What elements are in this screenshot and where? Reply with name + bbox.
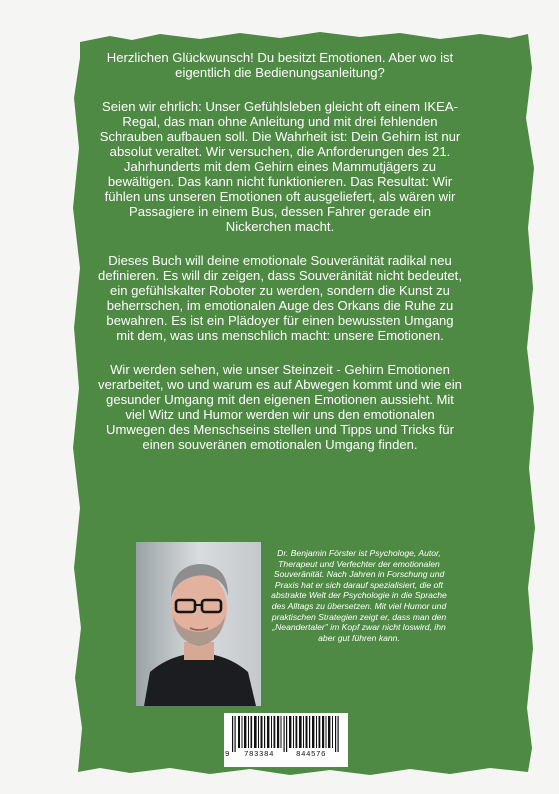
isbn-digits-group-1: 783384 [244, 751, 275, 759]
blurb-text [96, 50, 464, 471]
blurb-paragraph-1: Herzlichen Glückwunsch! Du besitzt Emotionen. Aber wo ist eigentlich die Bedienungsanleitung? [106, 50, 454, 80]
barcode-bars [230, 716, 342, 752]
blurb-paragraph-2: Seien wir ehrlich: Unser Gefühlsleben gleicht oft einem IKEA-Regal, das man ohne Anleitung und mit drei fehlenden Schrauben aufbauen soll. Die Wahrheit ist: Dein Gehirn ist nur absolut veraltet. Wir versuchen, die Anforderungen des 21. Jahrhunderts mit dem Gehirn eines Mammutjägers zu bewältigen. Das kann nicht funktionieren. Das Resultat: Wir fühlen uns unseren Emotionen oft ausgeliefert, als wären wir Passagiere in einem Bus, dessen Fahrer gerade ein Nickerchen macht. [99, 99, 461, 234]
author-bio: Dr. Benjamin Förster ist Psychologe, Autor, Therapeut und Verfechter der emotionalen Souveränität. Nach Jahren in Forschung und Praxis hat er sich darauf spezialisiert, die oft abstrakte Welt der Psychologie in die Sprache des Alltags zu übersetzen. Mit viel Humor und praktischen Strategien zeigt er, dass man den „Neandertaler" im Kopf zwar nicht loswird, ihn aber gut führen kann. [271, 548, 447, 643]
isbn-barcode [224, 713, 348, 767]
isbn-prefix-digit: 9 [225, 751, 230, 759]
blurb-paragraph-4: Wir werden sehen, wie unser Steinzeit - Gehirn Emotionen verarbeitet, wo und warum es auf Abwegen kommt und wie ein gesunder Umgang mit den eigenen Emotionen aussieht. Mit viel Witz und Humor werden wir uns den emotionalen Umwegen des Menschseins stellen und Tipps und Tricks für einen souveränen emotionalen Umgang finden. [98, 362, 462, 452]
blurb-paragraph-3: Dieses Buch will deine emotionale Souveränität radikal neu definieren. Es will dir zeigen, dass Souveränität nicht bedeutet, ein gefühlskalter Roboter zu werden, sondern die Kunst zu beherrschen, im emotionalen Auge des Orkans die Ruhe zu bewahren. Es ist ein Plädoyer für einen bewussten Umgang mit dem, was uns menschlich macht: unsere Emotionen. [98, 253, 462, 343]
isbn-digits-group-2: 844576 [296, 751, 327, 759]
author-photo [136, 542, 261, 706]
